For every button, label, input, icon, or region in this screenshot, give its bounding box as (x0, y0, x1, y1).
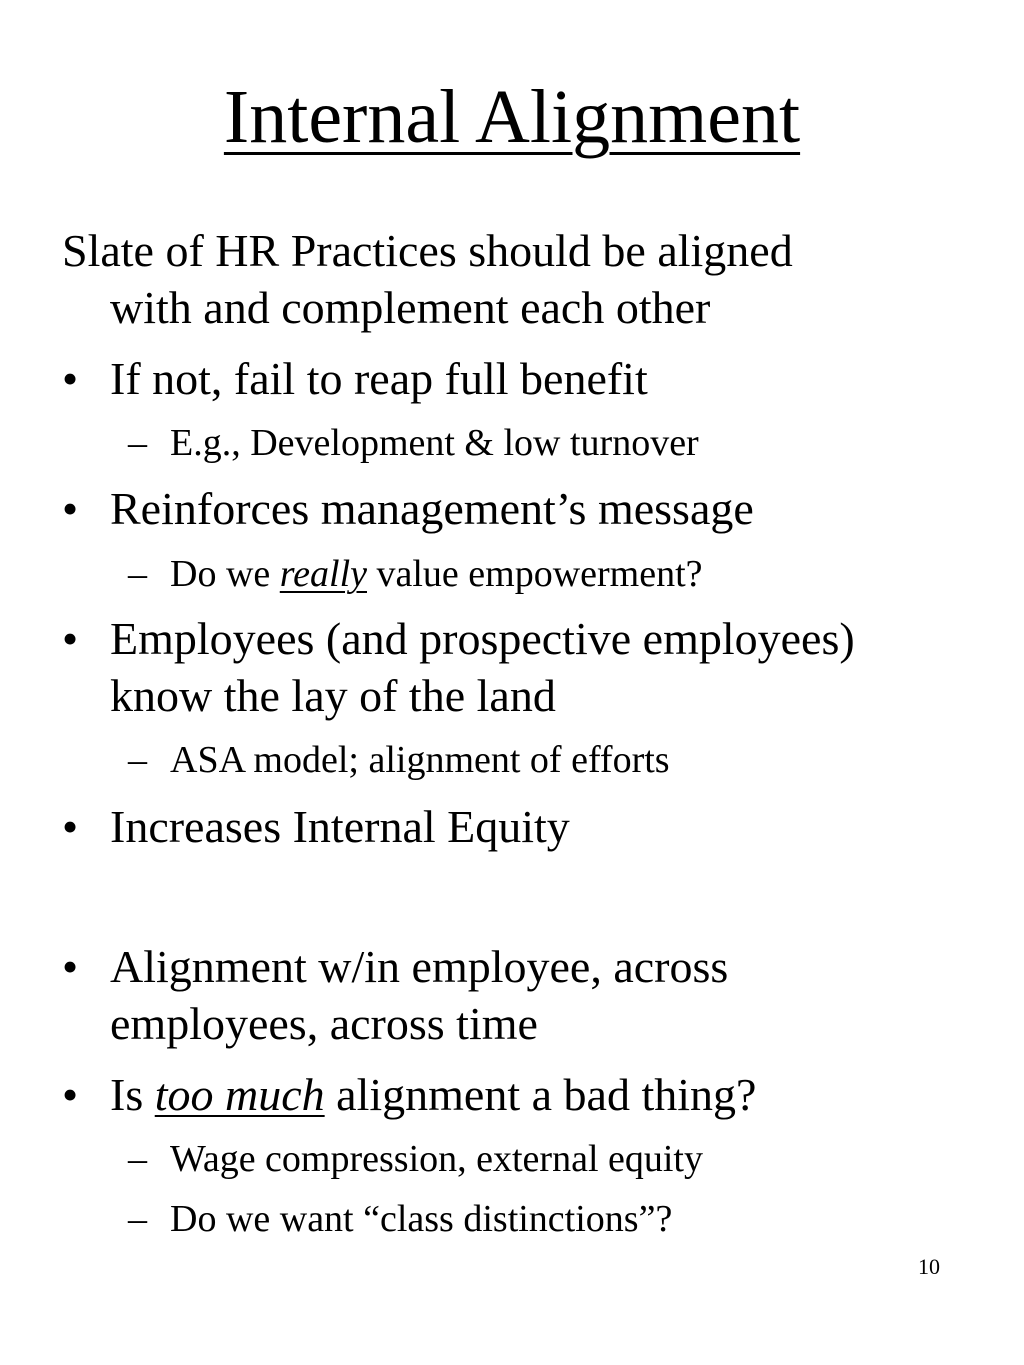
dash-marker: – (128, 739, 147, 781)
intro-line-2: with and complement each other (110, 282, 711, 333)
bullet-item-3-line-2: know the lay of the land (110, 670, 556, 721)
bullet-marker: • (62, 613, 79, 664)
sub-item-1-1: E.g., Development & low turnover (170, 422, 699, 464)
bullet-item-1: If not, fail to reap full benefit (110, 353, 648, 404)
sub-item-2-1 (170, 550, 703, 598)
bullet-item-5-line-2: employees, across time (110, 998, 538, 1049)
bullet-marker: • (62, 941, 79, 992)
emphasis-too-much: too much (154, 1069, 325, 1120)
sub-item-2-1-after: value empowerment? (367, 553, 703, 595)
bullet-marker: • (62, 801, 79, 852)
page-number: 10 (918, 1254, 940, 1279)
sub-item-3-1: ASA model; alignment of efforts (170, 739, 670, 781)
bullet-marker: • (62, 483, 79, 534)
bullet-marker: • (62, 1069, 79, 1120)
emphasis-really: really (279, 553, 367, 595)
dash-marker: – (128, 553, 147, 595)
bullet-item-2: Reinforces management’s message (110, 483, 754, 534)
dash-marker: – (128, 1198, 147, 1240)
bullet-item-6-after: alignment a bad thing? (324, 1069, 757, 1120)
dash-marker: – (128, 422, 147, 464)
bullet-item-5-line-1: Alignment w/in employee, across (110, 941, 729, 992)
sub-item-6-2: Do we want “class distinctions”? (170, 1198, 673, 1240)
bullet-item-4: Increases Internal Equity (110, 801, 570, 852)
dash-marker: – (128, 1138, 147, 1180)
bullet-item-6-before: Is (110, 1069, 155, 1120)
bullet-marker: • (62, 353, 79, 404)
slide-title: Internal Alignment (223, 75, 801, 159)
sub-item-6-1: Wage compression, external equity (170, 1138, 703, 1180)
intro-line-1: Slate of HR Practices should be aligned (62, 225, 793, 276)
bullet-item-6 (110, 1066, 756, 1124)
bullet-item-3-line-1: Employees (and prospective employees) (110, 613, 855, 664)
sub-item-2-1-before: Do we (170, 553, 280, 595)
